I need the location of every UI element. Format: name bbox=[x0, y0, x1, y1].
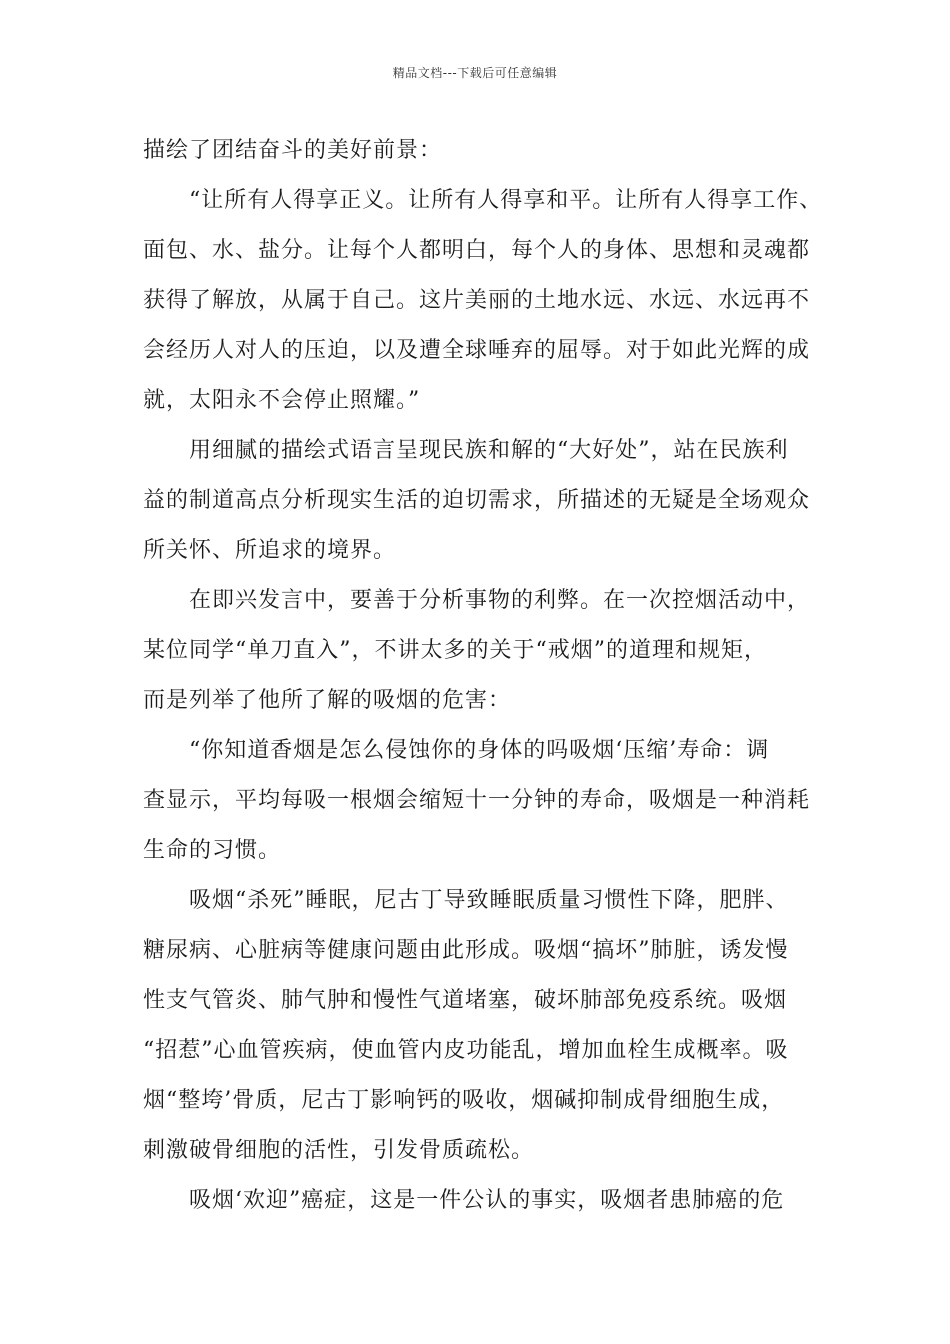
text-line: “让所有人得享正义。让所有人得享和平。让所有人得享工作、 bbox=[189, 188, 823, 213]
text-line: 刺激破骨细胞的活性，引发骨质疏松。 bbox=[143, 1138, 535, 1163]
text-line: 会经历人对人的压迫，以及遭全球唾弃的屈辱。对于如此光辉的成 bbox=[143, 338, 811, 363]
text-line: 用细腻的描绘式语言呈现民族和解的“大好处”，站在民族利 bbox=[189, 438, 789, 463]
text-line: 性支气管炎、肺气肿和慢性气道堵塞，破坏肺部免疫系统。吸烟 bbox=[143, 988, 788, 1013]
text-line: 糖尿病、心脏病等健康问题由此形成。吸烟“搞坏”肺脏，诱发慢 bbox=[143, 938, 789, 963]
text-line: 所关怀、所追求的境界。 bbox=[143, 538, 397, 563]
text-line: 吸烟“杀死”睡眠，尼古丁导致睡眠质量习惯性下降，肥胖、 bbox=[189, 888, 789, 913]
text-line: 就，太阳永不会停止照耀。” bbox=[143, 388, 421, 413]
page-header: 精品文档---下载后可任意编辑 bbox=[392, 66, 558, 80]
text-line: 生命的习惯。 bbox=[143, 838, 282, 863]
text-line: “你知道香烟是怎么侵蚀你的身体的吗吸烟‘压缩’寿命：调 bbox=[189, 738, 770, 763]
text-line: 获得了解放，从属于自己。这片美丽的土地水远、水远、水远再不 bbox=[143, 288, 811, 313]
text-line: 而是列举了他所了解的吸烟的危害： bbox=[143, 688, 512, 713]
text-line: 吸烟‘欢迎”癌症，这是一件公认的事实，吸烟者患肺癌的危 bbox=[189, 1188, 785, 1213]
text-line: 查显示，平均每吸一根烟会缩短十一分钟的寿命，吸烟是一种消耗 bbox=[143, 788, 811, 813]
text-line: 面包、水、盐分。让每个人都明白，每个人的身体、思想和灵魂都 bbox=[143, 238, 811, 263]
text-line: 某位同学“单刀直入”，不讲太多的关于“戒烟”的道理和规矩， bbox=[143, 638, 767, 663]
text-line: 在即兴发言中，要善于分析事物的利弊。在一次控烟活动中， bbox=[189, 588, 811, 613]
text-line: 烟“整垮’骨质，尼古丁影响钙的吸收，烟碱抑制成骨细胞生成， bbox=[143, 1088, 785, 1113]
text-line: “招惹”心血管疾病，使血管内皮功能乱，增加血栓生成概率。吸 bbox=[143, 1038, 789, 1063]
text-line: 描绘了团结奋斗的美好前景： bbox=[143, 138, 443, 163]
document-body bbox=[143, 126, 823, 1226]
text-line: 益的制道高点分析现实生活的迫切需求，所描述的无疑是全场观众 bbox=[143, 488, 811, 513]
